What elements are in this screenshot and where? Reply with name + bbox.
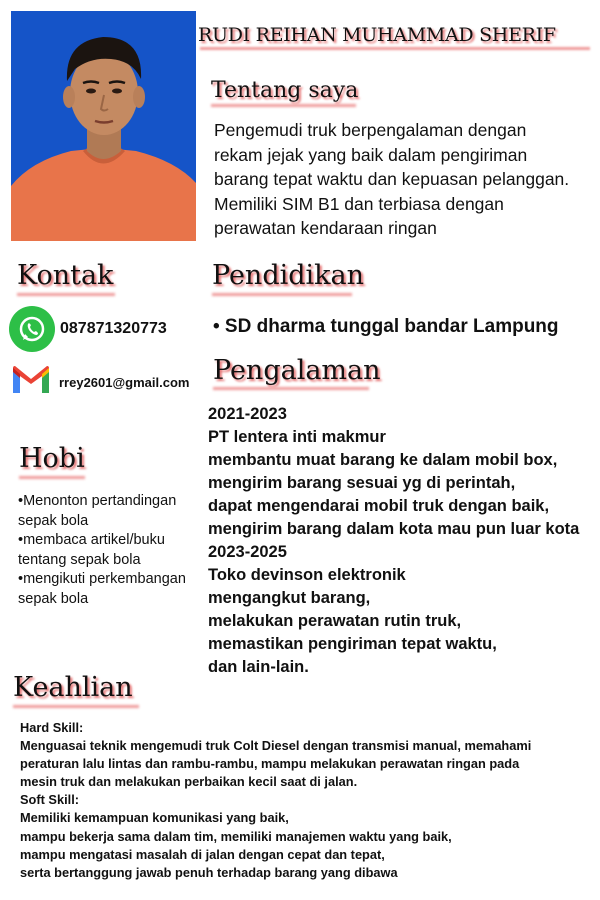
email-address[interactable]: rrey2601@gmail.com	[59, 374, 190, 390]
about-heading-underline	[211, 104, 356, 107]
profile-photo	[11, 11, 196, 241]
skills-heading-underline	[13, 705, 139, 708]
education-heading: Pendidikan	[212, 260, 365, 291]
experience-list	[208, 403, 598, 679]
gmail-icon	[13, 366, 49, 398]
job-duty: melakukan perawatan rutin truk,	[208, 612, 462, 630]
job-duty: memastikan pengiriman tepat waktu,	[208, 635, 497, 653]
whatsapp-icon	[9, 306, 55, 352]
skills-heading: Keahlian	[13, 672, 133, 703]
about-line: Memiliki SIM B1 dan terbiasa dengan	[214, 193, 504, 214]
skill-line: Memiliki kemampuan komunikasi yang baik,	[20, 810, 289, 826]
education-item: • SD dharma tunggal bandar Lampung	[213, 316, 559, 337]
job-duty: membantu muat barang ke dalam mobil box,	[208, 451, 558, 469]
job-company: Toko devinson elektronik	[208, 566, 406, 584]
job-duty: mengirim barang sesuai yg di perintah,	[208, 474, 516, 492]
hobby-line: •mengikuti perkembangan	[18, 571, 186, 587]
email-row	[13, 366, 189, 398]
hobby-heading-underline	[19, 476, 85, 479]
about-line: Pengemudi truk berpengalaman dengan	[214, 120, 527, 140]
job-duty: mengangkut barang,	[208, 589, 371, 607]
skill-line: peraturan lalu lintas dan rambu-rambu, mampu melakukan perawatan ringan pada	[20, 756, 520, 772]
about-line: barang tepat waktu dan kepuasan pelanggan.	[214, 169, 570, 189]
contact-heading: Kontak	[17, 260, 114, 291]
hobby-heading: Hobi	[19, 443, 85, 474]
job-duty: mengirim barang dalam kota mau pun luar kota	[208, 520, 580, 538]
experience-heading-underline	[213, 387, 369, 390]
about-line: perawatan kendaraan ringan	[214, 218, 437, 238]
name-underline	[200, 47, 590, 50]
contact-heading-underline	[17, 293, 115, 296]
hobby-list	[18, 492, 208, 609]
skill-line: Soft Skill:	[20, 792, 80, 808]
job-duty: dapat mengendarai mobil truk dengan baik,	[208, 497, 550, 515]
hobby-line: sepak bola	[18, 590, 89, 607]
skill-line: Hard Skill:	[20, 720, 84, 735]
education-heading-underline	[212, 293, 352, 296]
about-line: rekam jejak yang baik dalam pengiriman	[214, 144, 528, 165]
skill-line: mampu bekerja sama dalam tim, memiliki manajemen waktu yang baik,	[20, 828, 452, 844]
phone-number[interactable]: 087871320773	[60, 320, 167, 337]
skill-line: mesin truk dan melakukan perbaikan kecil saat di jalan.	[20, 774, 358, 790]
about-heading: Tentang saya	[211, 78, 359, 103]
job-company: PT lentera inti makmur	[208, 428, 386, 446]
hobby-line: tentang sepak bola	[18, 551, 141, 568]
skill-line: Menguasai teknik mengemudi truk Colt Diesel dengan transmisi manual, memahami	[20, 738, 532, 754]
hobby-line: •membaca artikel/buku	[18, 532, 165, 548]
hobby-line: sepak bola	[18, 512, 89, 529]
skill-line: serta bertanggung jawab penuh terhadap barang yang dibawa	[20, 864, 398, 880]
job-duty: dan lain-lain.	[208, 658, 309, 676]
full-name: RUDI REIHAN MUHAMMAD SHERIF	[198, 24, 556, 46]
phone-row	[9, 306, 167, 352]
hobby-line: •Menonton pertandingan	[18, 493, 177, 509]
skill-line: mampu mengatasi masalah di jalan dengan cepat dan tepat,	[20, 846, 385, 862]
job-period: 2021-2023	[208, 405, 287, 423]
about-text	[214, 118, 594, 241]
experience-heading: Pengalaman	[213, 355, 381, 386]
skills-text	[20, 719, 590, 882]
job-period: 2023-2025	[208, 543, 287, 561]
